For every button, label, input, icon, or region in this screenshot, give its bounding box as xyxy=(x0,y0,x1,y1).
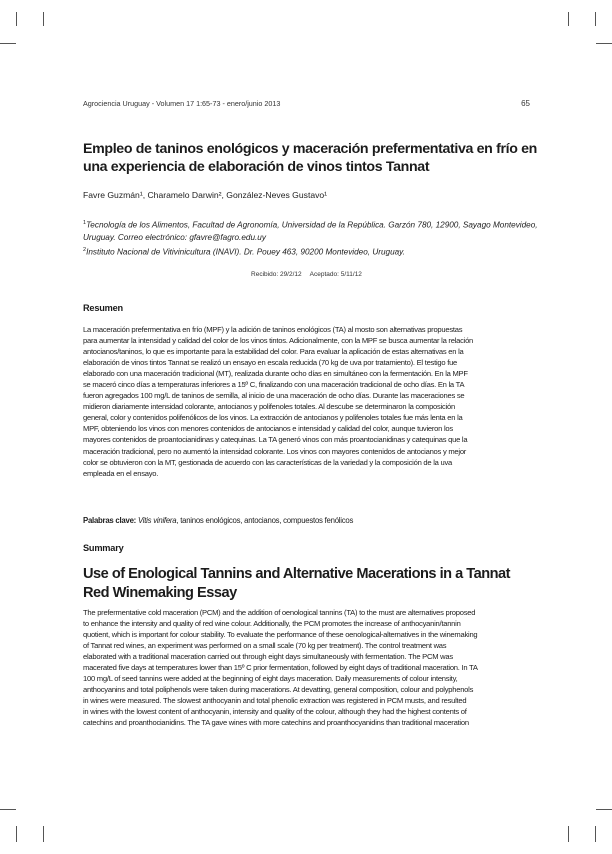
affiliation-mark: 2 xyxy=(83,246,87,253)
affiliation-text: Tecnología de los Alimentos, Facultad de Agronomía, Universidad de la República. Garzón 780, 12900, Sayago Montevideo, Uruguay. Correo electrónico: gfavre@fagro.edu.uy xyxy=(83,220,538,242)
text-line: The prefermentative cold maceration (PCM) and the addition of oenological tannins (TA) to the must are alternatives proposed xyxy=(83,608,476,617)
keywords xyxy=(83,516,531,525)
text-line: antocianos/taninos, lo que es importante para la estabilidad del color. Para evaluar la aplicación de estas alternativas en la xyxy=(83,347,464,357)
crop-mark xyxy=(0,809,16,810)
journal-citation: Agrociencia Uruguay - Volumen 17 1:65-73 - enero/junio 2013 xyxy=(83,99,281,108)
text-line: macerated five days at temperatures lower than 15º C prior fermentation, followed by eight days of traditional maceration. In TA xyxy=(83,663,478,673)
summary-body xyxy=(83,607,531,729)
text-line: in wines with the lowest content of anthocyanin, intensity and quality of the colour, although they had the highest contents of xyxy=(83,707,467,717)
crop-mark xyxy=(16,12,17,26)
text-line: para aumentar la intensidad y calidad del color de los vinos tintos. Adicionalmente, con la MPF se busca aumentar la relación xyxy=(83,336,474,346)
article-title: Empleo de taninos enológicos y maceración prefermentativa en frío en una experiencia de elaboración de vinos tintos Tannat xyxy=(83,141,537,175)
crop-mark xyxy=(568,12,569,26)
resumen-body xyxy=(83,324,531,479)
received-accepted-dates xyxy=(83,271,530,278)
text-line: elaboración de vinos tintos Tannat se realizó un ensayo en escala reducida (70 kg de uva por tratamiento). El testigo fue xyxy=(83,358,458,368)
text-line: empleada en el ensayo. xyxy=(83,468,159,478)
crop-mark xyxy=(43,12,44,26)
affiliation-1 xyxy=(83,217,538,244)
text-line: midieron diariamente intensidad colorante, antocianos y polifenoles totales. Al descube se determinaron la composición xyxy=(83,402,455,412)
text-line: fueron agregados 100 mg/L de taninos de semilla, al inicio de una maceración de ocho días. Durante las maceraciones se xyxy=(83,391,465,401)
text-line: general, color y contenidos polifenólicos de los vinos. La extracción de antocianos y polifenoles totales fue más lenta en la xyxy=(83,413,463,423)
crop-mark xyxy=(568,826,569,842)
keywords-label: Palabras clave: xyxy=(83,516,137,525)
text-line: quotient, which is important for colour stability. To evaluate the performance of these oenological-alternatives in the winemaking xyxy=(83,630,478,640)
authors: Favre Guzmán¹, Charamelo Darwin², González-Neves Gustavo¹ xyxy=(83,190,328,200)
crop-mark xyxy=(595,12,596,26)
text-line: anthocyanins and total poliphenols were taken during macerations. At devatting, general composition, colour and polyphenols xyxy=(83,685,474,695)
keyword-italic: Vitis vinifera xyxy=(137,516,177,525)
summary-heading: Summary xyxy=(83,543,124,553)
page-number: 65 xyxy=(521,99,530,108)
text-line: catechins and proanthocianidins. The TA gave wines with more catechins and proanthocyanidins than traditional maceration xyxy=(83,718,469,728)
summary-title: Use of Enological Tannins and Alternative Macerations in a Tannat Red Winemaking Essay xyxy=(83,566,511,601)
affiliation-text: Instituto Nacional de Vitivinicultura (INAVI). Dr. Pouey 463, 90200 Montevideo, Uruguay. xyxy=(86,247,405,257)
text-line: La maceración prefermentativa en frío (MPF) y la adición de taninos enológicos (TA) al mosto son alternativas propuestas xyxy=(83,325,463,334)
text-line: to enhance the intensity and quality of red wine colour. Additionally, the PCM promotes the increase of anthocyanin/tannin xyxy=(83,619,461,629)
text-line: of Tannat red wines, an experiment was performed on a small scale (70 kg per treatment). The control treatment was xyxy=(83,641,447,651)
affiliation-mark: 1 xyxy=(83,220,87,226)
text-line: color se obtuvieron con la MT, gestionada de acuerdo con las características de la variedad y la composición de la uva xyxy=(83,457,452,467)
text-line: 100 mg/L of seed tannins were added at the beginning of eight days maceration. Daily measurements of colour intensity, xyxy=(83,674,458,684)
running-head xyxy=(83,99,530,108)
affiliation-2 xyxy=(83,244,538,259)
crop-mark xyxy=(595,826,596,842)
keywords-list: , taninos enológicos, antocianos, compuestos fenólicos xyxy=(176,516,354,525)
crop-mark xyxy=(596,43,612,44)
crop-mark xyxy=(16,826,17,842)
affiliations xyxy=(83,217,538,258)
resumen-heading: Resumen xyxy=(83,303,123,313)
text-line: maceración tradicional, pero no aumentó la intensidad colorante. Los vinos con mayores contenidos de antocianos y mejor xyxy=(83,446,467,456)
accepted-date: Aceptado: 5/11/12 xyxy=(309,271,362,278)
text-line: MPF, obteniendo los vinos con menores contenidos de antocianos e intensidad y calidad del color, aunque tuvieron los xyxy=(83,424,453,434)
crop-mark xyxy=(43,826,44,842)
text-line: mayores contenidos de proantocianidinas y catequinas. La TA generó vinos con más proantocianidinas y catequinas que la xyxy=(83,435,468,445)
text-line: elaborado con una maceración tradicional (MT), realizada durante ocho días en simultáneo con la fermentación. En la MPF xyxy=(83,369,468,379)
received-date: Recibido: 29/2/12 xyxy=(251,271,302,278)
text-line: in wines were measured. The slowest anthocyanin and total phenolic extraction was registered in PCM musts, and resulted xyxy=(83,696,467,706)
crop-mark xyxy=(0,43,16,44)
text-line: se maceró cinco días a temperaturas inferiores a 15º C, finalizando con una maceración tradicional de ocho días. En la TA xyxy=(83,380,465,390)
text-line: elaborated with a traditional maceration carried out through eight days simultaneously with fermentation. The PCM was xyxy=(83,652,453,662)
crop-mark xyxy=(596,809,612,810)
